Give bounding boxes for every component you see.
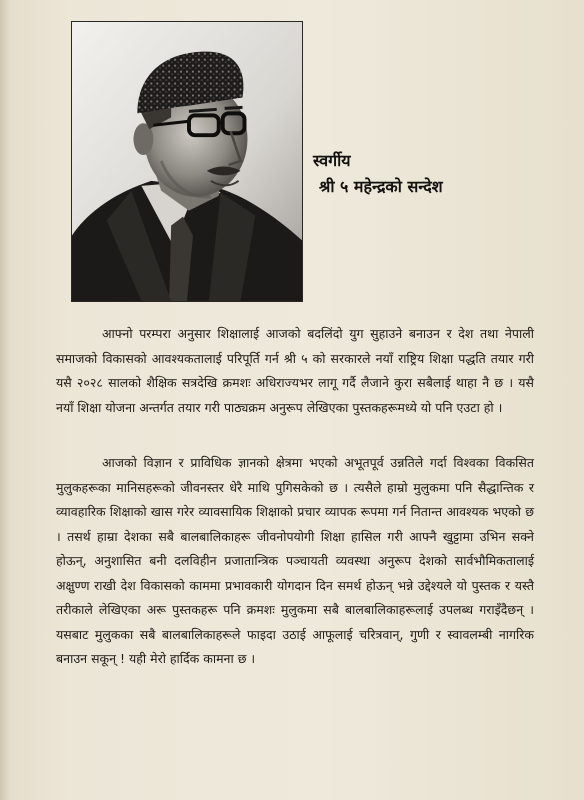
title-line-1: स्वर्गीय — [313, 151, 351, 170]
message-paragraph-2: आजको विज्ञान र प्राविधिक ज्ञानको क्षेत्रमा भएको अभूतपूर्व उन्नतिले गर्दा विश्वका विकसित मुलुकहरूका मानिसहरूको जीवनस्तर धेरै माथि पुगिसकेको छ । त्यसैले हाम्रो मुलुकमा पनि सैद्धान्तिक र व्यावहारिक शिक्षाको खास गरेर व्यावसायिक शिक्षाको प्रचार व्यापक रूपमा गर्न नितान्त आवश्यक भएको छ । तसर्थ हाम्रा देशका सबै बालबालिकाहरू जीवनोपयोगी शिक्षा हासिल गरी आफ्नै खुट्टामा उभिन सक्ने होऊन्, अनुशासित बनी दलविहीन प्रजातान्त्रिक पञ्चायती व्यवस्था अनुरूप देशको सार्वभौमिकतालाई अक्षुण्ण राखी देश विकासको काममा प्रभावकारी योगदान दिन समर्थ होऊन् भन्ने उद्देश्यले यो पुस्तक र यस्तै तरीकाले लेखिएका अरू पुस्तकहरू पनि क्रमशः मुलुकमा सबै बालबालिकाहरूलाई उपलब्ध गराइँदैछन् । यसबाट मुलुकका सबै बालबालिकाहरूले फाइदा उठाई आफूलाई चरित्रवान्, गुणी र स्वावलम्बी नागरिक बनाउन सकून् ! यही मेरो हार्दिक कामना छ । — [56, 455, 534, 666]
title-line-2: श्री ५ महेन्द्रको सन्देश — [319, 177, 443, 196]
message-paragraph-1: आफ्नो परम्परा अनुसार शिक्षालाई आजको बदलिंदो युग सुहाउने बनाउन र देश तथा नेपाली समाजको विकासको आवश्यकतालाई परिपूर्ति गर्न श्री ५ को सरकारले नयाँ राष्ट्रिय शिक्षा पद्धति तयार गरी यसै २०२८ सालको शैक्षिक सत्रदेखि क्रमशः अधिराज्यभर लागू गर्दै लैजाने कुरा सबैलाई थाहा नै छ । यसै नयाँ शिक्षा योजना अन्तर्गत तयार गरी पाठ्यक्रम अनुरूप लेखिएका पुस्तकहरूमध्ये यो पनि एउटा हो । — [56, 326, 534, 415]
portrait-photo — [71, 21, 303, 302]
page-edge — [0, 0, 10, 800]
title-block — [313, 148, 563, 200]
